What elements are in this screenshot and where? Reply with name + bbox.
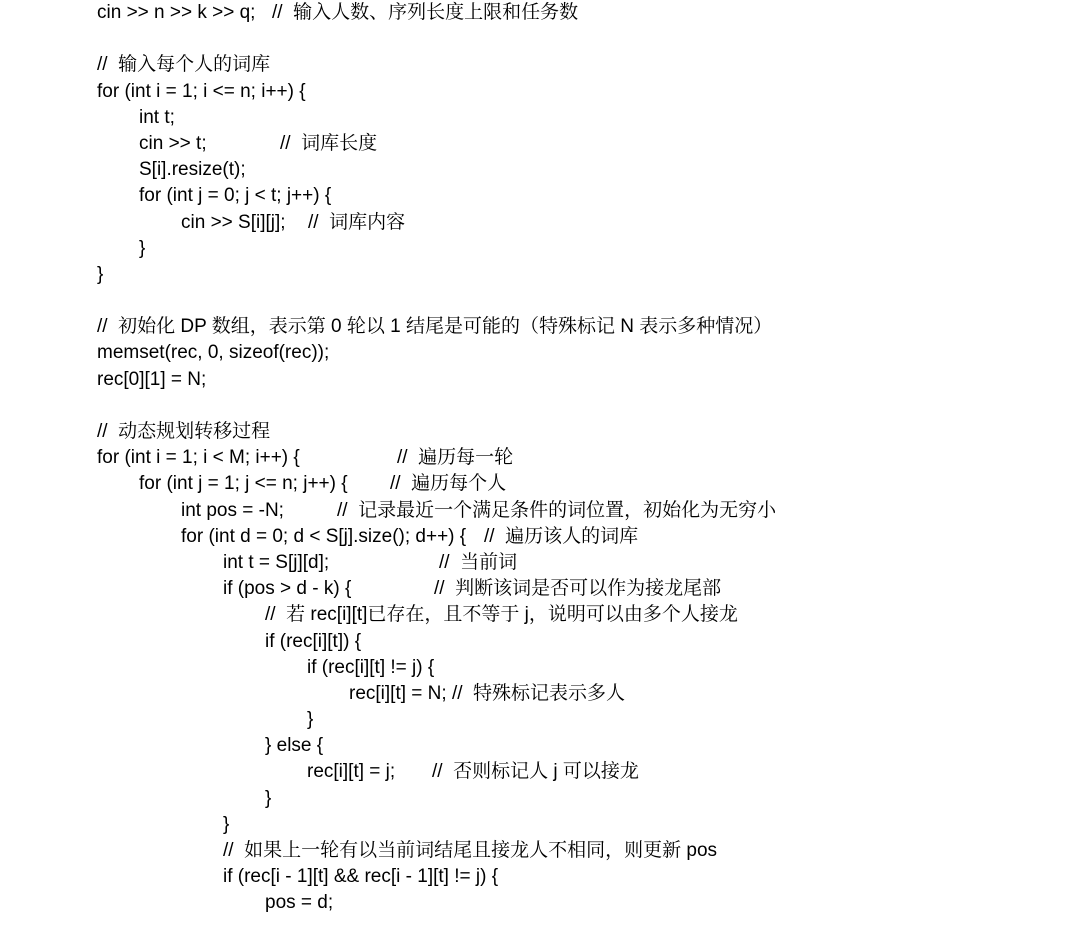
- code-comment: // 否则标记人 j 可以接龙: [432, 761, 639, 783]
- code-text: int t = S[j][d];: [223, 551, 330, 573]
- code-line: [97, 838, 1067, 864]
- code-text: // 输入每个人的词库: [97, 54, 271, 76]
- code-text: int t;: [139, 106, 175, 128]
- code-line: [97, 183, 1067, 209]
- code-line: [97, 445, 1067, 471]
- code-text: S[i].resize(t);: [139, 159, 246, 181]
- code-line: [97, 576, 1067, 602]
- code-comment: // 遍历该人的词库: [484, 525, 639, 547]
- code-text: memset(rec, 0, sizeof(rec));: [97, 342, 330, 364]
- code-line: [97, 131, 1067, 157]
- code-comment: // 遍历每个人: [390, 473, 507, 495]
- code-line: [97, 105, 1067, 131]
- code-text: }: [307, 709, 314, 731]
- code-text: cin >> S[i][j];: [181, 211, 286, 233]
- code-line: [97, 733, 1067, 759]
- code-line: [97, 210, 1067, 236]
- code-text: }: [139, 237, 146, 259]
- code-line: [97, 157, 1067, 183]
- code-line: [97, 471, 1067, 497]
- code-text: rec[i][t] = N; // 特殊标记表示多人: [349, 682, 626, 704]
- code-line: [97, 707, 1067, 733]
- code-line: [97, 419, 1067, 445]
- code-text: // 动态规划转移过程: [97, 421, 271, 442]
- code-line: [97, 524, 1067, 550]
- code-comment: // 当前词: [439, 551, 518, 573]
- code-line: [97, 340, 1067, 366]
- code-comment: // 词库内容: [308, 211, 406, 233]
- code-text: for (int j = 1; j <= n; j++) {: [139, 473, 348, 495]
- code-text: // 如果上一轮有以当前词结尾且接龙人不相同，则更新 pos: [223, 840, 718, 861]
- code-line: [97, 314, 1067, 340]
- code-text: rec[i][t] = j;: [307, 761, 396, 783]
- blank-line: [97, 393, 1067, 419]
- code-line: [97, 367, 1067, 393]
- code-document: [97, 0, 1067, 917]
- blank-line: [97, 288, 1067, 314]
- code-text: rec[0][1] = N;: [97, 368, 207, 390]
- code-line: [97, 890, 1067, 916]
- code-line: [97, 0, 1067, 26]
- code-text: if (rec[i - 1][t] && rec[i - 1][t] != j) {: [223, 866, 499, 888]
- code-text: if (rec[i][t] != j) {: [307, 656, 435, 678]
- code-line: [97, 681, 1067, 707]
- code-text: } else {: [265, 735, 324, 757]
- code-text: pos = d;: [265, 892, 334, 914]
- code-line: [97, 629, 1067, 655]
- code-text: }: [97, 263, 104, 285]
- code-comment: // 遍历每一轮: [397, 447, 514, 469]
- code-line: [97, 786, 1067, 812]
- code-line: [97, 52, 1067, 78]
- code-line: [97, 655, 1067, 681]
- code-line: [97, 602, 1067, 628]
- code-line: [97, 79, 1067, 105]
- code-line: [97, 236, 1067, 262]
- code-line: [97, 864, 1067, 890]
- code-line: [97, 498, 1067, 524]
- code-text: for (int d = 0; d < S[j].size(); d++) {: [181, 525, 467, 547]
- code-line: [97, 812, 1067, 838]
- code-comment: // 输入人数、序列长度上限和任务数: [272, 2, 579, 23]
- code-text: cin >> n >> k >> q;: [97, 2, 256, 23]
- blank-line: [97, 26, 1067, 52]
- code-comment: // 词库长度: [280, 132, 378, 154]
- code-text: int pos = -N;: [181, 499, 284, 521]
- code-line: [97, 262, 1067, 288]
- code-line: [97, 550, 1067, 576]
- code-comment: // 记录最近一个满足条件的词位置，初始化为无穷小: [337, 499, 777, 521]
- code-text: // 初始化 DP 数组，表示第 0 轮以 1 结尾是可能的（特殊标记 N 表示多种情况）: [97, 316, 773, 338]
- code-text: }: [265, 787, 272, 809]
- code-text: }: [223, 813, 230, 835]
- code-text: if (pos > d - k) {: [223, 578, 352, 600]
- code-text: // 若 rec[i][t]已存在，且不等于 j，说明可以由多个人接龙: [265, 604, 738, 626]
- code-line: [97, 759, 1067, 785]
- code-text: cin >> t;: [139, 132, 207, 154]
- code-comment: // 判断该词是否可以作为接龙尾部: [434, 578, 722, 600]
- code-text: for (int i = 1; i < M; i++) {: [97, 447, 300, 469]
- code-text: if (rec[i][t]) {: [265, 630, 362, 652]
- code-text: for (int j = 0; j < t; j++) {: [139, 185, 332, 207]
- code-text: for (int i = 1; i <= n; i++) {: [97, 80, 306, 102]
